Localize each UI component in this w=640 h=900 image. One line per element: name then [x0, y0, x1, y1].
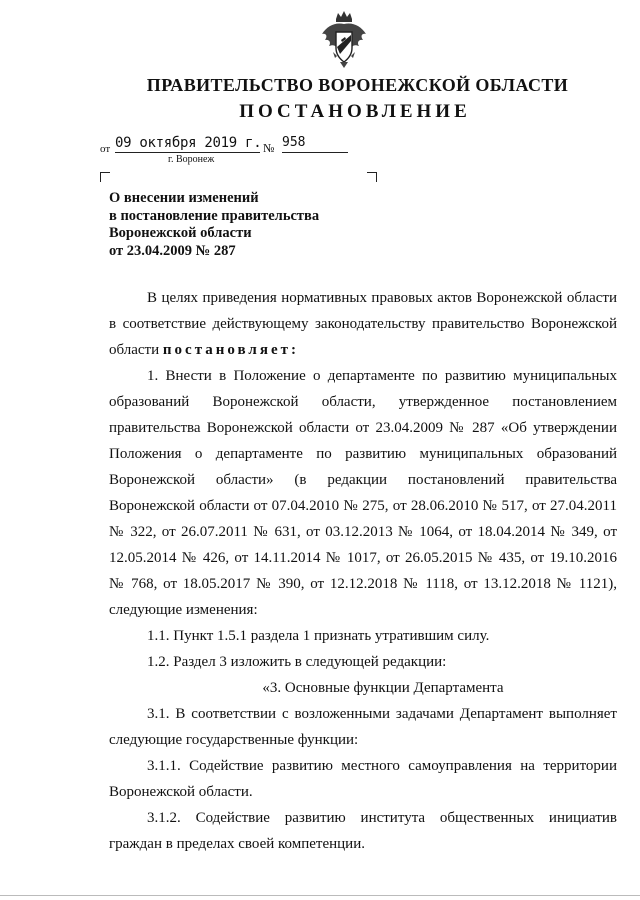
page-bottom-edge [0, 895, 640, 896]
item-3-1-1-line: 3.1.1. Содействие развитию местного самоуправления на территории [147, 758, 617, 774]
coat-of-arms-icon [319, 10, 369, 70]
subject-line: Воронежской области [109, 225, 252, 241]
item-1-1: 1.1. Пункт 1.5.1 раздела 1 признать утратившим силу. [147, 628, 490, 644]
preamble-colon: : [291, 342, 296, 358]
paragraph-line: Воронежской области от 07.04.2010 № 275, от 28.06.2010 № 517, от 27.04.2011 [109, 498, 617, 514]
item-1-2: 1.2. Раздел 3 изложить в следующей редакции: [147, 654, 447, 670]
item-3-1-1-line: Воронежской области. [109, 784, 253, 800]
document-date: 09 октября 2019 г. [115, 135, 262, 151]
paragraph-line: 12.05.2014 № 426, от 14.11.2014 № 1017, от 26.05.2015 № 435, от 19.10.2016 [109, 550, 617, 566]
item-3-1-2-line: 3.1.2. Содействие развитию института общественных инициатив [147, 810, 617, 826]
subject-line: О внесении изменений [109, 190, 259, 206]
paragraph-line: образований Воронежской области, утвержденное постановлением [109, 394, 617, 410]
item-3-1-line: 3.1. В соответствии с возложенными задачами Департамент выполняет [147, 706, 617, 722]
city-label: г. Воронеж [168, 154, 215, 165]
document-type: ПОСТАНОВЛЕНИЕ [239, 101, 471, 122]
preamble-line: в соответствие действующему законодательству правительство Воронежской [109, 316, 617, 332]
subject-line: от 23.04.2009 № 287 [109, 242, 236, 259]
document-subject [109, 190, 409, 260]
paragraph-line: № 768, от 18.05.2017 № 390, от 12.12.2018 № 1118, от 13.12.2018 № 1121), [109, 576, 617, 592]
document-number: 958 [282, 136, 348, 153]
preamble-line [109, 340, 617, 366]
paragraph-line: 1. Внести в Положение о департаменте по развитию муниципальных [147, 368, 617, 384]
document-body [109, 288, 617, 860]
date-prefix: от [100, 143, 111, 155]
corner-mark-right [367, 172, 377, 182]
preamble-line: В целях приведения нормативных правовых актов Воронежской области [147, 290, 617, 306]
number-prefix: № [263, 141, 275, 155]
section-title: «3. Основные функции Департамента [262, 680, 504, 696]
resolves-word: постановляет [162, 342, 291, 358]
paragraph-line: Воронежской области» (в редакции постановлений правительства [109, 472, 617, 488]
item-3-1-2-line: граждан в пределах своей компетенции. [109, 836, 365, 852]
paragraph-line: правительства Воронежской области от 23.04.2009 № 287 «Об утверждении [109, 420, 617, 436]
subject-line: в постановление правительства [109, 207, 320, 224]
paragraph-line: следующие изменения: [109, 602, 258, 618]
paragraph-line: № 322, от 26.07.2011 № 631, от 03.12.2013 № 1064, от 18.04.2014 № 349, от [109, 524, 617, 540]
corner-mark-left [100, 172, 110, 182]
item-3-1-line: следующие государственные функции: [109, 732, 359, 748]
date-number-line [100, 136, 350, 158]
paragraph-line: Положения о департаменте по развитию муниципальных образований [109, 446, 617, 462]
preamble-prefix: области [109, 342, 160, 358]
government-name: ПРАВИТЕЛЬСТВО ВОРОНЕЖСКОЙ ОБЛАСТИ [146, 75, 569, 95]
